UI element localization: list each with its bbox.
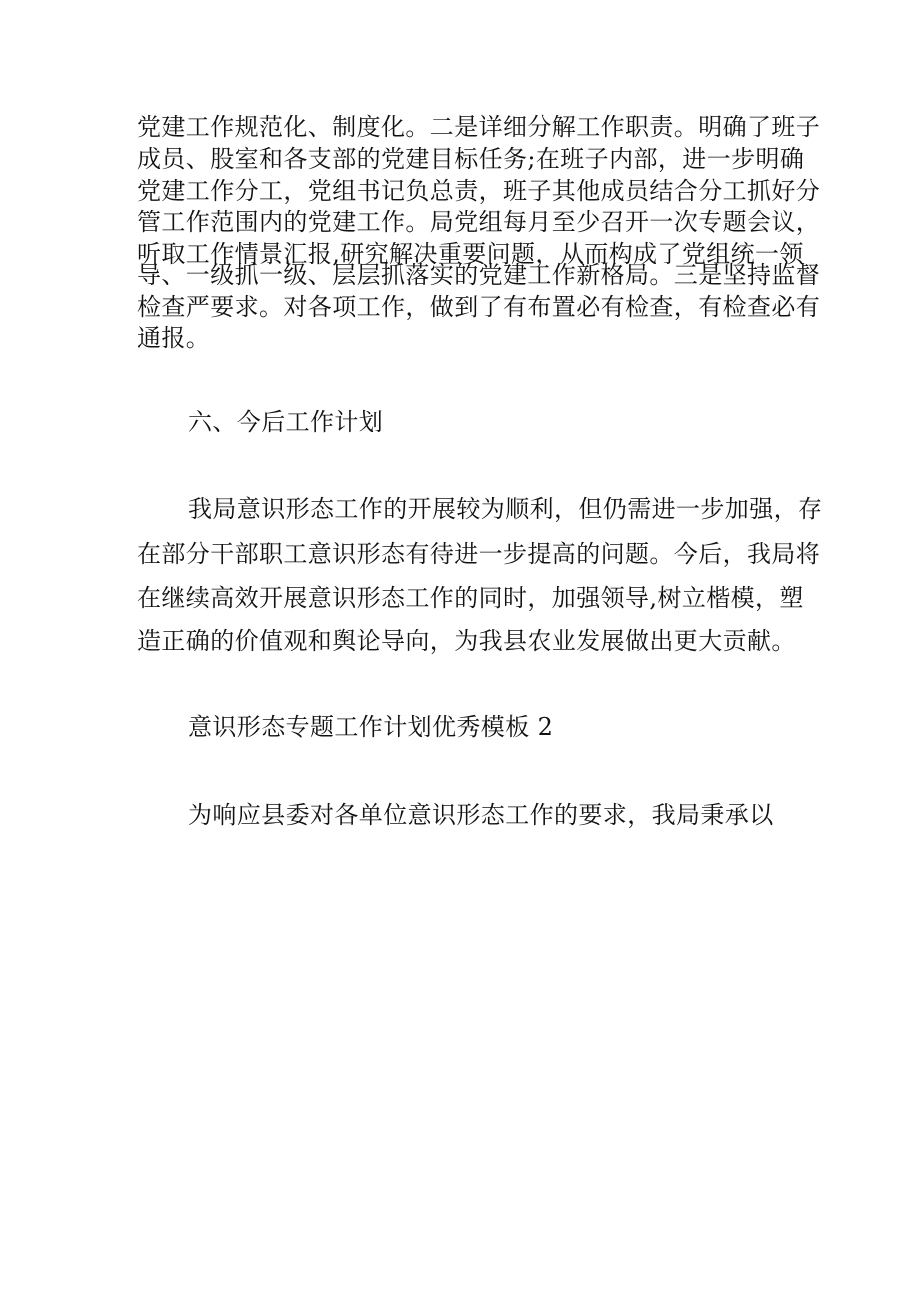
paragraph-line: 检查严要求。对各项工作，做到了有布置必有检查，有检查必有 (137, 293, 821, 321)
paragraph-line: 导、一级抓一级、层层抓落实的党建工作新格局。三是坚持监督 (137, 261, 821, 289)
paragraph-line: 我局意识形态工作的开展较为顺利，但仍需进一步加强，存 (188, 495, 823, 523)
paragraph-line: 为响应县委对各单位意识形态工作的要求，我局秉承以 (188, 801, 774, 829)
paragraph-line: 在继续高效开展意识形态工作的同时，加强领导,树立楷模，塑 (137, 584, 804, 612)
paragraph-line: 管工作范围内的党建工作。局党组每月至少召开一次专题会议， (137, 208, 821, 236)
section-heading: 六、今后工作计划 (188, 408, 384, 436)
paragraph-line: 党建工作分工，党组书记负总责，班子其他成员结合分工抓好分 (137, 177, 821, 205)
paragraph-line: 党建工作规范化、制度化。二是详细分解工作职责。明确了班子 (137, 113, 821, 141)
template-title: 意识形态专题工作计划优秀模板 2 (188, 713, 554, 741)
paragraph-line: 听取工作情景汇报,研究解决重要问题，从而构成了党组统一领 (137, 240, 804, 268)
paragraph-line: 在部分干部职工意识形态有待进一步提高的问题。今后，我局将 (137, 540, 821, 568)
paragraph-line: 造正确的价值观和舆论导向，为我县农业发展做出更大贡献。 (137, 627, 796, 655)
paragraph-line: 通报。 (137, 324, 211, 352)
paragraph-line: 成员、股室和各支部的党建目标任务;在班子内部，进一步明确 (137, 145, 805, 173)
